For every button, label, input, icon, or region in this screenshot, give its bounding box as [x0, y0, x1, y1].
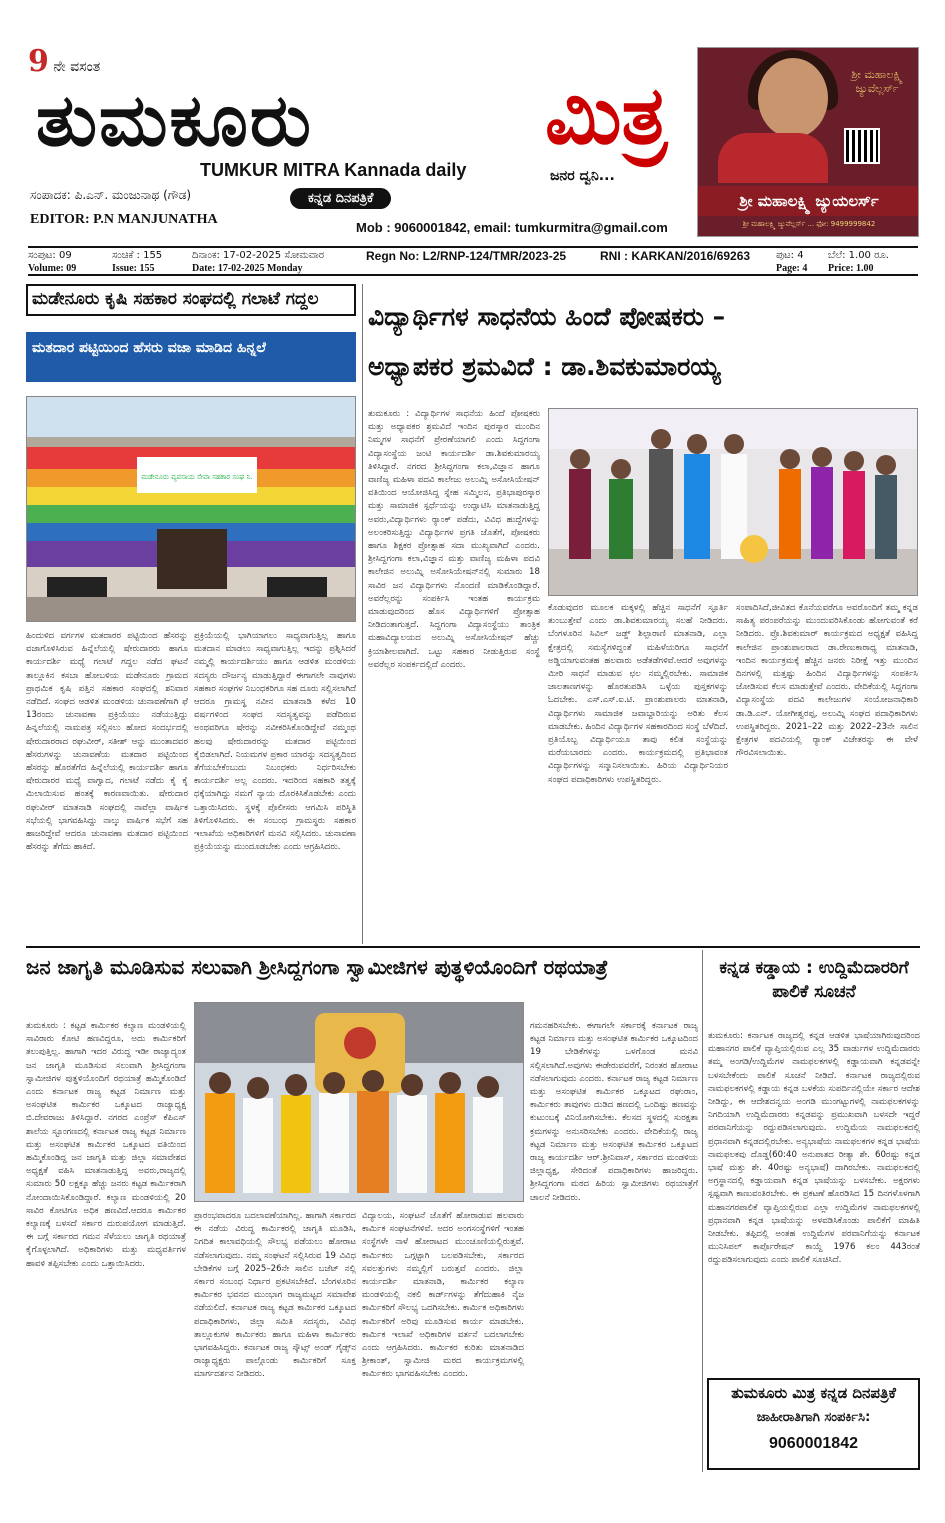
promo-line1: ತುಮಕೂರು ಮಿತ್ರ ಕನ್ನಡ ದಿನಪತ್ರಿಕೆ — [731, 1384, 896, 1402]
story1-photo — [26, 396, 356, 622]
story3-col1: ತುಮಕೂರು : ಕಟ್ಟಡ ಕಾರ್ಮಿಕರ ಕಲ್ಯಾಣ ಮಂಡಳಿಯಲ್ಲಿ ಸಾವಿರಾರು ಕೋಟಿ ಹಣವಿದ್ದರೂ, ಅದು ಕಾರ್ಮಿಕರಿಗೆ ತಲುಪುತ್ತಿಲ್ಲ. ಹಾಗಾಗಿ ಇದರ ವಿರುದ್ಧ ಇಡೀ ರಾಜ್ಯಾದ್ಯಂತ ಜನ ಜಾಗೃತಿ ಮೂಡಿಸುವ ಸಲುವಾಗಿ ಶ್ರೀಸಿದ್ದಗಂಗಾ ಸ್ವಾಮೀಜಿಗಳ ಪುತ್ಥಳಿಯೊಂದಿಗೆ ರಥಯಾತ್ರೆ ಹಮ್ಮಿಕೊಂಡಿದೆ ಎಂದು ಕರ್ನಾಟಕ ರಾಜ್ಯ ಕಟ್ಟಡ ನಿರ್ಮಾಣ ಮತ್ತು ಅಸಂಘಟಿತ ಕಾರ್ಮಿಕರ ಒಕ್ಕೂಟದ ರಾಜ್ಯಾಧ್ಯಕ್ಷ ಬಿ.ದೇವರಾಜು ತಿಳಿಸಿದ್ದಾರೆ. ನಗರದ ಎಂಪ್ರೆಸ್ ಕೆಪಿಎಸ್ ಶಾಲೆಯ ಸ್ಟೂಂಗಣದಲ್ಲಿ ಕರ್ನಾಟಕ ರಾಜ್ಯ ಕಟ್ಟಡ ನಿರ್ಮಾಣ ಮತ್ತು ಅಸಂಘಟಿತ ಕಾರ್ಮಿಕರ ಒಕ್ಕೂಟದ ವತಿಯಿಂದ ಹಮ್ಮಿಕೊಂಡಿದ್ದ ಜನ ಜಾಗೃತಿ ಮತ್ತು ಜಿಲ್ಲಾ ಸಮಾವೇಶದ ಅಧ್ಯಕ್ಷತೆ ವಹಿಸಿ ಮಾತನಾಡುತ್ತಿದ್ದ ಅವರು,ರಾಜ್ಯದಲ್ಲಿ ಸುಮಾರು 50 ಲಕ್ಷಕ್ಕೂ ಹೆಚ್ಚು ಜನರು ಕಟ್ಟಡ ಕಾರ್ಮಿಕರಾಗಿ ನೋಂದಾಯಿಸಿಕೊಂಡಿದ್ದಾರೆ. ಕಲ್ಯಾಣ ಮಂಡಳಿಯಲ್ಲಿ 20 ಸಾವಿರ ಕೋಟಿಗೂ ಅಧಿಕ ಹಣವಿದೆ.ಆದರೂ ಕಾರ್ಮಿಕರ ಕಲ್ಯಾಣಕ್ಕೆ ಬಳಸದೆ ಸರ್ಕಾರ ದುರುಪಯೋಗ ಮಾಡುತ್ತಿದೆ. ಈ ಬಗ್ಗೆ ಸರ್ಕಾರದ ಗಮನ ಸೆಳೆಯಲು ಜಾಗೃತಿ ರಥಯಾತ್ರೆ ಕೈಗೊಳ್ಳಲಾಗಿದೆ. ಅಧಿಕಾರಿಗಳು ಮತ್ತು ಮಧ್ಯವರ್ತಿಗಳ ಹಾವಳಿ ತಪ್ಪಿಸಬೇಕು ಎಂದು ಒತ್ತಾಯಿಸಿದರು. — [26, 1021, 186, 1269]
column-rule — [362, 284, 363, 944]
english-title: TUMKUR MITRA Kannada daily — [200, 160, 467, 180]
advertise-promo-box[interactable] — [707, 1378, 920, 1470]
story2-headline[interactable] — [368, 292, 920, 392]
editor-english: EDITOR: P.N MANJUNATHA — [30, 212, 218, 227]
dina-patrike-badge: ಕನ್ನಡ ದಿನಪತ್ರಿಕೆ — [290, 188, 391, 209]
building-illustration — [27, 397, 356, 622]
edition-label: 9 ನೇ ವಸಂತ — [28, 44, 101, 79]
issue-en: Issue: 155 — [112, 263, 155, 274]
story2-headline-line1: ವಿದ್ಯಾರ್ಥಿಗಳ ಸಾಧನೆಯ ಹಿಂದೆ ಪೋಷಕರು – — [368, 302, 726, 331]
story1-col2: ಪ್ರಕ್ರಿಯೆಯಲ್ಲಿ ಭಾಗಿಯಾಗಲು ಸಾಧ್ಯವಾಗುತ್ತಿಲ್ಲ ಹಾಗೂ ಮತದಾನ ಮಾಡಲು ಸಾಧ್ಯವಾಗುತ್ತಿಲ್ಲ ಇದನ್ನು ಪ್ರಶ್ನಿಸಿದರೆ ನಮ್ಮಲ್ಲಿ ಕಾರ್ಯದರ್ಶಿಯು ಹಾಗೂ ಆಡಳಿತ ಮಂಡಳಿಯ ಸದಸ್ಯರು ದೌರ್ಜನ್ಯ ಮಾಡುತ್ತಿದ್ದಾರೆ ಈಗಾಗಲೇ ನಾವುಗಳು ಸಹಕಾರ ಸಂಘಗಳ ನಿಬಂಧಕರಿಗೂ ಸಹ ದೂರು ಸಲ್ಲಿಸಲಾಗಿದೆ ಆದರೂ ಗ್ರಾಮಸ್ಥ ನವೀನ ಮಾತನಾಡಿ ಕಳೆದ 10 ವರ್ಷಗಳಿಂದ ಸಂಘದ ಸದಸ್ಯತ್ವವನ್ನು ಪಡೆದಿರುವ ಅಂಥವರಿಗೂ ಷೇರನ್ನು ನವೀಕರಿಸಿಕೊಂಡಿದ್ದೇವೆ ನಮ್ಮಂಥ ಹಲವು ಷೇರುದಾರರನ್ನು ಮತದಾರ ಪಟ್ಟಿಯಿಂದ ಕೈಬಿಡಲಾಗಿದೆ. ನಿಯಮಗಳ ಪ್ರಕಾರ ಯಾರನ್ನು ಸದಸ್ಯತ್ವದಿಂದ ತೆಗೆಯಬೇಕೆಂಬುದು ನಿಬಂಧಕರು ನಿರ್ಧರಿಸಬೇಕು ಕಾರ್ಯದರ್ಶಿ ಅಲ್ಲ ಎಂದರು. ಇದರಿಂದ ಸಹಕಾರಿ ತತ್ವಕ್ಕೆ ಧಕ್ಕೆಯಾಗಿದ್ದು ನಮಗೆ ನ್ಯಾಯ ದೊರಕಿಸಿಕೊಡಬೇಕು ಎಂದು ಒತ್ತಾಯಿಸಿದರು. ಸ್ಥಳಕ್ಕೆ ಪೊಲೀಸರು ಆಗಮಿಸಿ ಪರಿಸ್ಥಿತಿ ತಿಳಿಗೊಳಿಸಿದರು. ಈ ಸಂಬಂಧ ಗ್ರಾಮಸ್ಥರು ಸಹಕಾರ ಇಲಾಖೆಯ ಅಧಿಕಾರಿಗಳಿಗೆ ಮನವಿ ಸಲ್ಲಿಸಿದರು. ಚುನಾವಣಾ ಪ್ರಕ್ರಿಯೆಯನ್ನು ಮುಂದೂಡಬೇಕು ಎಂದು ಆಗ್ರಹಿಸಿದರು. — [194, 631, 356, 853]
promo-phone[interactable]: 9060001842 — [769, 1435, 858, 1452]
editor-kannada: ಸಂಪಾದಕ: ಪಿ.ಎನ್. ಮಂಜುನಾಥ (ಗೌಡ) — [30, 188, 192, 202]
ad-model-face — [758, 58, 828, 138]
sanputa-kn: ಸಂಪುಟ: 09 — [28, 250, 72, 261]
rally-illustration — [195, 1003, 524, 1202]
section-rule — [26, 946, 920, 948]
story1-headline[interactable]: ಮಡೇನೂರು ಕೃಷಿ ಸಹಕಾರ ಸಂಘದಲ್ಲಿ ಗಲಾಟೆ ಗದ್ದಲ — [26, 284, 356, 316]
story2-photo — [548, 408, 918, 596]
title-tumkur: ತುಮಕೂರು — [36, 78, 313, 162]
story3-col4: ಗಮನಹರಿಸಬೇಕು. ಈಗಾಗಲೇ ಸರ್ಕಾರಕ್ಕೆ ಕರ್ನಾಟಕ ರಾಜ್ಯ ಕಟ್ಟಡ ನಿರ್ಮಾಣ ಮತ್ತು ಅಸಂಘಟಿತ ಕಾರ್ಮಿಕರ ಒಕ್ಕೂಟದಿಂದ 19 ಬೇಡಿಕೆಗಳನ್ನು ಒಳಗೊಂಡ ಮನವಿ ಸಲ್ಲಿಸಲಾಗಿದೆ.ಅವುಗಳು ಈಡೇರುವವರೆಗೆ, ನಿರಂತರ ಹೋರಾಟ ನಡೆಸಲಾಗುವುದು ಎಂದರು. ಕರ್ನಾಟಕ ರಾಜ್ಯ ಕಟ್ಟಡ ನಿರ್ಮಾಣ ಮತ್ತು ಅಸಂಘಟಿತ ಕಾರ್ಮಿಕರ ಒಕ್ಕೂಟದ ರಘುರಾಂ, ಕಾರ್ಮಿಕರು ತಾವುಗಳು ದುಡಿದ ಹಣದಲ್ಲಿ ಒಂದಿಷ್ಟು ಹಣವನ್ನು ಕುಟುಂಬಕ್ಕೆ ವಿನಿಯೋಗಿಸಬೇಕು. ಕೆಲಸದ ಸ್ಥಳದಲ್ಲಿ ಸುರಕ್ಷತಾ ಕ್ರಮಗಳನ್ನು ಅನುಸರಿಸಬೇಕು ಎಂದರು. ವೇದಿಕೆಯಲ್ಲಿ ರಾಜ್ಯ ಕಟ್ಟಡ ನಿರ್ಮಾಣ ಮತ್ತು ಅಸಂಘಟಿತ ಕಾರ್ಮಿಕರ ಒಕ್ಕೂಟದ ರಾಜ್ಯ ಕಾರ್ಯದರ್ಶಿ ಆರ್.ಶ್ರೀನಿವಾಸ್, ಸರ್ಕಾರದ ಮಂಡಳಿಯ ಜಿಲ್ಲಾಧ್ಯಕ್ಷ, ಸೇರಿದಂತೆ ಪದಾಧಿಕಾರಿಗಳು ಹಾಜರಿದ್ದರು. ಶ್ರೀಸಿದ್ದಗಂಗಾ ಮಠದ ಹಿರಿಯ ಸ್ವಾಮೀಜಿಗಳು ರಥಯಾತ್ರೆಗೆ ಚಾಲನೆ ನೀಡಿದರು. — [530, 1021, 698, 1203]
date-en: Date: 17-02-2025 Monday — [192, 263, 303, 274]
rni-no: RNI : KARKAN/2016/69263 — [600, 249, 751, 263]
contact-line: Mob : 9060001842, email: tumkurmitra@gmail.com — [356, 220, 668, 235]
story3-col3: ವಿದ್ಯಾಲಯ, ಸಂಘಟನೆ ಜೊತೆಗೆ ಹೋರಾಡುವ ಹಲವಾರು ಕಾರ್ಮಿಕ ಸಂಘಟನೆಗಳಿವೆ. ಅದರ ಅಂಗಸಂಸ್ಥೆಗಳಿಗೆ ಇಂತಹ ಸಂಸ್ಥೆಗಳೇ ನಾಳೆ ಹೋರಾಟದ ಮುಂಚೂಣಿಯಲ್ಲಿರುತ್ತವೆ. ಕಾರ್ಮಿಕರು ಒಗ್ಗಟ್ಟಾಗಿ ಬಲಪಡಿಸಬೇಕು, ಸರ್ಕಾರದ ಸವಲತ್ತುಗಳು ನಮ್ಮಲ್ಲಿಗೆ ಬರುತ್ತವೆ ಎಂದರು. ಜಿಲ್ಲಾ ಕಾರ್ಯದರ್ಶಿ ಮಾತನಾಡಿ, ಕಾರ್ಮಿಕರ ಕಲ್ಯಾಣ ಮಂಡಳಿಯಲ್ಲಿ ನಕಲಿ ಕಾರ್ಡ್‌ಗಳನ್ನು ತೆಗೆದುಹಾಕಿ ನೈಜ ಕಾರ್ಮಿಕರಿಗೆ ಸೌಲಭ್ಯ ಒದಗಿಸಬೇಕು. ಕಾರ್ಮಿಕ ಅಧಿಕಾರಿಗಳು ಕಾರ್ಮಿಕರಿಗೆ ಅರಿವು ಮೂಡಿಸುವ ಕಾರ್ಯ ಮಾಡಬೇಕು. ಕಾರ್ಮಿಕ ಇಲಾಖೆ ಅಧಿಕಾರಿಗಳ ವರ್ತನೆ ಬದಲಾಗಬೇಕು ಎಂದು ಆಗ್ರಹಿಸಿದರು. ಕಾರ್ಮಿಕರ ಕುರಿತು ಮಾತನಾಡಿದ ಶ್ರೀಕಾಂತ್, ಸ್ವಾಮೀಜಿ ಮಠದ ಕಾರ್ಯಕ್ರಮಗಳಲ್ಲಿ ಕಾರ್ಮಿಕರು ಭಾಗವಹಿಸಬೇಕು ಎಂದರು. — [362, 1211, 524, 1380]
story2-headline-line2: ಅಧ್ಯಾಪಕರ ಶ್ರಮವಿದೆ : ಡಾ.ಶಿವಕುಮಾರಯ್ಯ — [368, 352, 721, 381]
title-mitra: ಮಿತ್ರ — [545, 68, 668, 162]
price-en: Price: 1.00 — [828, 263, 874, 274]
story2-col1: ತುಮಕೂರು : ವಿದ್ಯಾರ್ಥಿಗಳ ಸಾಧನೆಯ ಹಿಂದೆ ಪೋಷಕರು ಮತ್ತು ಅಧ್ಯಾಪಕರ ಶ್ರಮವಿದೆ ಇಂದಿನ ಪುರಸ್ಕಾರ ಮುಂದಿನ ನಿಮ್ಮಗಳ ಸಾಧನೆಗೆ ಪ್ರೇರಣೆಯಾಗಲಿ ಎಂದು ಸಿದ್ದಗಂಗಾ ವಿದ್ಯಾಸಂಸ್ಥೆಯ ಜಂಟಿ ಕಾರ್ಯದರ್ಶಿ ಡಾ.ಶಿವಕುಮಾರಯ್ಯ ತಿಳಿಸಿದ್ದಾರೆ. ನಗರದ ಶ್ರೀಸಿದ್ದಗಂಗಾ ಕಲಾ,ವಿಜ್ಞಾನ ಹಾಗೂ ವಾಣಿಜ್ಯ ಮಹಿಳಾ ಪದವಿ ಕಾಲೇಜು ಅಲುಮ್ನಿ ಅಸೋಸಿಯೇಷನ್ ವತಿಯಿಂದ ಆಯೋಜಿಸಿದ್ದ ಸ್ನೇಹ ಸಮ್ಮಿಲನ, ಪ್ರತಿಭಾಪುರಸ್ಕಾರ ಮತ್ತು ಸಾಮಾಜಿಕ ಸ್ಪರ್ಧೆಯನ್ನು ಉದ್ಘಾಟಿಸಿ ಮಾತನಾಡುತ್ತಿದ್ದ ಅವರು,ವಿದ್ಯಾರ್ಥಿಗಳು ರ್‍ಯಾಂಕ್ ಪಡೆದು, ವಿವಿಧ ಹುದ್ದೆಗಳನ್ನು ಅಲಂಕರಿಸುತ್ತಿದ್ದು ವಿದ್ಯಾರ್ಥಿಗಳ ಪ್ರಗತಿ ಜೊತೆಗೆ, ಪೋಷಕರು ಹಾಗೂ ಶಿಕ್ಷಕರ ಪ್ರೋತ್ಸಾಹ ಸದಾ ಮುಖ್ಯವಾಗಿದೆ ಎಂದರು. ಶ್ರೀಸಿದ್ದಗಂಗಾ ಕಲಾ,ವಿಜ್ಞಾನ ಮತ್ತು ವಾಣಿಜ್ಯ ಮಹಿಳಾ ಪದವಿ ಕಾಲೇಜಿನ ಅಲುಮ್ನಿ ಅಸೋಸಿಯೇಷನ್‌ನಲ್ಲಿ ಸುಮಾರು 18 ಸಾವಿರ ಜನ ವಿದ್ಯಾರ್ಥಿಗಳು ನೊಂದಣಿ ಮಾಡಿಕೊಂಡಿದ್ದಾರೆ. ಅವರೆಲ್ಲರನ್ನು ಸಂಪರ್ಕಿಸಿ ಇಂತಹ ಕಾರ್ಯಕ್ರಮ ಮಾಡುವುದರಿಂದ ಹೊಸ ವಿದ್ಯಾರ್ಥಿಗಳಿಗೆ ಪ್ರೋತ್ಸಾಹ ನೀಡಿದಂತಾಗುತ್ತದೆ. ಸಿದ್ದಗಂಗಾ ವಿದ್ಯಾಸಂಸ್ಥೆಯು ತಾಂತ್ರಿಕ ಮಹಾವಿದ್ಯಾಲಯದ ಅಲುಮ್ನಿ ಅಸೋಸಿಯೇಷನ್ ಹೆಚ್ಚು ಕ್ರಿಯಾಶೀಲವಾಗಿದೆ. ಒಟ್ಟು ಸಹಕಾರ ನೀಡುತ್ತಿರುವ ಸಂಸ್ಥೆ ಅವರೆಲ್ಲರ ಸಂಪರ್ಕದಲ್ಲಿದೆ ಎಂದರು. — [368, 409, 540, 670]
stage-group-illustration — [549, 409, 918, 596]
issue-info-row — [28, 246, 918, 276]
volume-en: Volume: 09 — [28, 263, 77, 274]
story4-headline[interactable]: ಕನ್ನಡ ಕಡ್ಡಾಯ : ಉದ್ದಿಮೆದಾರರಿಗೆ ಪಾಲಿಕೆ ಸೂಚನೆ — [719, 958, 909, 1002]
price-kn: ಬೆಲೆ: 1.00 ರೂ. — [828, 250, 889, 261]
story2-col3: ಸಂಪಾದಿಸಿದೆ,ಜೀವಿತದ ಕೊನೆಯವರೆಗೂ ಅವರೊಂದಿಗೆ ತಮ್ಮ ಕನ್ನಡ ಸಾಹಿತ್ಯ ಪರಂಪರೆಯನ್ನು ಮುಂದುವರಿಸಿಕೊಂಡು ಹೋಗುವಂತೆ ಕರೆ ನೀಡಿದರು. ಪ್ರೊ.ಶಿವಕುಮಾರ್ ಕಾರ್ಯಕ್ರಮದ ಅಧ್ಯಕ್ಷತೆ ವಹಿಸಿದ್ದ ಕಾಲೇಜಿನ ಪ್ರಾಂಶುಪಾಲರಾದ ಡಾ.ರೇಣುಕಾರಾಧ್ಯ ಮಾತನಾಡಿ, ಇಂದಿನ ಕಾರ್ಯಕ್ರಮಕ್ಕೆ ಹೆಚ್ಚಿನ ಜನರು ನಿರೀಕ್ಷೆ ಇತ್ತು ಮುಂದಿನ ದಿನಗಳಲ್ಲಿ ಮತ್ತಷ್ಟು ಹಿಂದಿನ ವಿದ್ಯಾರ್ಥಿಗಳನ್ನು ಸಂಪರ್ಕಿಸಿ ಜೋಡಿಸುವ ಕೆಲಸ ಮಾಡುತ್ತೇವೆ ಎಂದರು. ವೇದಿಕೆಯಲ್ಲಿ ಸಿದ್ದಗಂಗಾ ವಿದ್ಯಾಸಂಸ್ಥೆಯ ಪದವಿ ಕಾಲೇಜುಗಳ ಸಂಯೋಜನಾಧಿಕಾರಿ ಡಾ.ಡಿ.ಎನ್. ಯೋಗೀಶ್ವರಪ್ಪ, ಅಲುಮ್ನಿ ಸಂಘದ ಪದಾಧಿಕಾರಿಗಳು ಉಪಸ್ಥಿತರಿದ್ದರು. 2021–22 ಮತ್ತು 2022–23ನೇ ಸಾಲಿನ ಕ್ಷೇತ್ರಗಳ ಪದವಿಯಲ್ಲಿ ರ್‍ಯಾಂಕ್ ವಿಜೇತರನ್ನು ಈ ವೇಳೆ ಗೌರವಿಸಲಾಯಿತು. — [736, 603, 918, 759]
regn-no: Regn No: L2/RNP-124/TMR/2023-25 — [366, 249, 567, 263]
ad-subline: ಶ್ರೀ ಮಹಾಲಕ್ಷ್ಮಿ ಜ್ಯುವೆಲ್ಲರ್ಸ್ ... ಫೋ: 9499999842 — [742, 220, 876, 228]
date-kn: ದಿನಾಂಕ: 17-02-2025 ಸೋಮವಾರ — [192, 250, 325, 261]
page-kn: ಪುಟ: 4 — [776, 250, 804, 261]
story4-body: ತುಮಕೂರು: ಕರ್ನಾಟಕ ರಾಜ್ಯದಲ್ಲಿ ಕನ್ನಡ ಆಡಳಿತ ಭಾಷೆಯಾಗಿರುವುದರಿಂದ ಮಹಾನಗರ ಪಾಲಿಕೆ ವ್ಯಾಪ್ತಿಯಲ್ಲಿರುವ ಎಲ್ಲ 35 ವಾರ್ಡುಗಳ ಉದ್ದಿಮೆದಾರರು ತಮ್ಮ ಅಂಗಡಿ/ಉದ್ದಿಮೆಗಳ ನಾಮಫಲಕಗಳಲ್ಲಿ ಕಡ್ಡಾಯವಾಗಿ ಕನ್ನಡವನ್ನೇ ಬಳಸಬೇಕೆಂದು ಪಾಲಿಕೆ ಸೂಚನೆ ನೀಡಿದೆ. ಕರ್ನಾಟಕ ರಾಜ್ಯದಲ್ಲಿರುವ ನಾಮಫಲಕಗಳಲ್ಲಿ ಕಡ್ಡಾಯ ಕನ್ನಡ ಬಳಕೆಯ ಸುಪರ್ದಿನಲ್ಲಿಯೇ ಸರ್ಕಾರ ಆದೇಶ ನೀಡಿದ್ದು, ಈ ಆದೇಶದನ್ವಯ ಅಂಗಡಿ ಮುಂಗಟ್ಟುಗಳಲ್ಲಿ ನಾಮಫಲಕಗಳನ್ನು ನಿಗದಿಯಾಗಿ ಉದ್ದಿಮೆದಾರರು ಕನ್ನಡವನ್ನು ಪ್ರಮುಖವಾಗಿ ಬಳಸದೇ ಇದ್ದರೆ ಪರವಾನಿಗೆಯನ್ನು ರದ್ದುಪಡಿಸಲಾಗುವುದು. ಉದ್ದಿಮೆಯ ನಾಮಫಲಕದಲ್ಲಿ ಪ್ರಧಾನವಾಗಿ ಕನ್ನಡದಲ್ಲಿರಬೇಕು. ಅನ್ಯಭಾಷೆಯ ನಾಮಫಲಕಗಳ ಕನ್ನಡ ಭಾಷೆಯ ನಾಮಫಲಕವು ದೊಡ್ಡ(60:40 ಅನುಪಾತದ ರೀತ್ಯಾ ಶೇ. 60ರಷ್ಟು ಕನ್ನಡ ಭಾಷೆ ಮತ್ತು ಶೇ. 40ರಷ್ಟು ಅನ್ಯಭಾಷೆ) ದಾಗಿರಬೇಕು. ನಾಮಫಲಕದಲ್ಲಿ ಅಗ್ರಸ್ಥಾನದಲ್ಲಿ ಕಡ್ಡಾಯವಾಗಿ ಕನ್ನಡ ಭಾಷೆಯನ್ನು ಬಳಸಬೇಕು. ಅಕ್ಷರಗಳು ಸ್ಪಷ್ಟವಾಗಿ ಕಾಣುವಂತಿರಬೇಕು. ಈ ಪ್ರಕಟಣೆ ಹೊರಡಿಸಿದ 15 ದಿನಗಳೊಳಗಾಗಿ ಮಹಾನಗರಪಾಲಿಕೆ ವ್ಯಾಪ್ತಿಯಲ್ಲಿರುವ ಎಲ್ಲಾ ಉದ್ದಿಮೆಗಳ ನಾಮಫಲಕಗಳಲ್ಲಿ ಪ್ರಧಾನವಾಗಿ ಕನ್ನಡ ಭಾಷೆಯನ್ನು ಅಳವಡಿಸಿಕೊಂಡು ಪಾಲಿಕೆಗೆ ಮಾಹಿತಿ ನೀಡಬೇಕು. ತಪ್ಪಿದಲ್ಲಿ ಅಂತಹ ಉದ್ದಿಮೆಗಳ ಪರವಾನಿಗೆಯನ್ನು ಕರ್ನಾಟಕ ಮುನಿಸಿಪಲ್ ಕಾರ್ಪೊರೇಷನ್ ಕಾಯ್ದೆ 1976 ಕಲಂ 443ರಂತೆ ರದ್ದುಪಡಿಸಲಾಗುವುದು ಎಂದು ಪಾಲಿಕೆ ಸೂಚಿಸಿದೆ. — [708, 1031, 920, 1266]
story2-col2: ಕೊಡುವುದರ ಮೂಲಕ ಮಕ್ಕಳಲ್ಲಿ ಹೆಚ್ಚಿನ ಸಾಧನೆಗೆ ಸ್ಫೂರ್ತಿ ತುಂಬುತ್ತೇವೆ ಎಂದು ಡಾ.ಶಿವಕುಮಾರಯ್ಯ ಸಲಹೆ ನೀಡಿದರು. ಬೆಂಗಳೂರಿನ ಸಿವಿಲ್ ಜಡ್ಜ್ ಶಿಲ್ಪಾರಾಣಿ ಮಾತನಾಡಿ, ಎಲ್ಲಾ ಕ್ಷೇತ್ರದಲ್ಲಿ ಸಮಸ್ಯೆಗಳಿದ್ದಂತೆ ಮಹಿಳೆಯರಿಗೂ ಸಾಧನೆಗೆ ಅಡ್ಡಿಯಾಗುವಂತಹ ಹಲವಾರು ಅಡೆತಡೆಗಳಿವೆ.ಆದರೆ ಅವುಗಳನ್ನು ಮೀರಿ ಸಾಧನೆ ಮಾಡುವ ಛಲ ನಮ್ಮಲ್ಲಿರಬೇಕು. ಸಾಮಾಜಿಕ ಜಾಲತಾಣಗಳನ್ನು ಹೊರತುಪಡಿಸಿ ಒಳ್ಳೆಯ ಪುಸ್ತಕಗಳನ್ನು ಓದಬೇಕು. ಎಸ್.ಎಸ್.ಐ.ಟಿ. ಪ್ರಾಂಶುಪಾಲರು ಮಾತನಾಡಿ, ವಿದ್ಯಾರ್ಥಿಗಳು ಸಾಮಾಜಿಕ ಜವಾಬ್ದಾರಿಯನ್ನು ಅರಿತು ಕೆಲಸ ಮಾಡಬೇಕು. ಹಿಂದಿನ ವಿದ್ಯಾರ್ಥಿಗಳ ಸಹಕಾರದಿಂದ ಸಂಸ್ಥೆ ಬೆಳೆದಿದೆ. ಪ್ರತಿಯೊಬ್ಬ ವಿದ್ಯಾರ್ಥಿಯೂ ತಾವು ಕಲಿತ ಸಂಸ್ಥೆಯನ್ನು ಮರೆಯಬಾರದು ಎಂದರು. ಕಾರ್ಯಕ್ರಮದಲ್ಲಿ ಪ್ರತಿಭಾವಂತ ವಿದ್ಯಾರ್ಥಿಗಳನ್ನು ಸನ್ಮಾನಿಸಲಾಯಿತು. ಹಿರಿಯ ವಿದ್ಯಾರ್ಥಿನಿಯರ ಸಂಘದ ಪದಾಧಿಕಾರಿಗಳು ಉಪಸ್ಥಿತರಿದ್ದರು. — [548, 603, 728, 785]
sanchike-kn: ಸಂಚಿಕೆ : 155 — [112, 250, 163, 261]
building-signboard: ಮಡೇನೂರು ವ್ಯವಸಾಯ ಸೇವಾ ಸಹಕಾರ ಸಂಘ ನಿ. — [141, 473, 253, 481]
ad-brand-name: ಶ್ರೀ ಮಹಾಲಕ್ಷ್ಮಿ ಜ್ಯುಯಲರ್ಸ್ — [698, 186, 919, 216]
story3-photo — [194, 1002, 524, 1202]
jewellery-ad[interactable] — [697, 47, 919, 237]
story1-subhead: ಮತದಾರ ಪಟ್ಟಿಯಿಂದ ಹೆಸರು ವಜಾ ಮಾಡಿದ ಹಿನ್ನಲೆ — [26, 332, 356, 382]
story3-headline[interactable]: ಜನ ಜಾಗೃತಿ ಮೂಡಿಸುವ ಸಲುವಾಗಿ ಶ್ರೀಸಿದ್ದಗಂಗಾ ಸ್ವಾಮೀಜಿಗಳ ಪುತ್ಥಳಿಯೊಂದಿಗೆ ರಥಯಾತ್ರೆ — [26, 955, 608, 979]
column-rule-2 — [702, 950, 703, 1472]
slogan: ಜನರ ದ್ವನಿ... — [550, 168, 615, 184]
ad-model-saree — [718, 133, 828, 183]
qr-code-icon — [844, 128, 880, 164]
story1-col1: ಹಿಂದುಳಿದ ವರ್ಗಗಳ ಮತದಾರರ ಪಟ್ಟಿಯಿಂದ ಹೆಸರನ್ನು ವಜಾಗೊಳಿಸಿರುವ ಹಿನ್ನೆಲೆಯಲ್ಲಿ ಷೇರುದಾರರು ಹಾಗೂ ಕಾರ್ಯದರ್ಶಿ ಮಧ್ಯೆ ಗಲಾಟೆ ಗದ್ದಲ ನಡೆದ ಘಟನೆ ತಾಲ್ಲೂಕಿನ ಕಸಬಾ ಹೋಬಳಿಯ ಮಡೇನೂರು ಗ್ರಾಮದ ಪ್ರಾಥಮಿಕ ಕೃಷಿ ಪತ್ತಿನ ಸಹಕಾರ ಸಂಘದಲ್ಲಿ ಶನಿವಾರ ನಡೆದಿದೆ. ಸಂಘದ ಆಡಳಿತ ಮಂಡಳಿಯ ಚುನಾವಣೆಗಾಗಿ ಫೆ 13ರಂದು ಚುನಾವಣಾ ಪ್ರಕ್ರಿಯೆಯು ನಡೆಯುತ್ತಿದ್ದು ಹಿನ್ನಲೆಯಲ್ಲಿ ನಾಮಪತ್ರ ಸಲ್ಲಿಸಲು ಹೋದ ಸಂದರ್ಭದಲ್ಲಿ ಷೇರುದಾರರಾದ ರಘುವೀರ್, ಸತೀಶ್ ಆನ್ನು ಮುಂತಾದವರ ಹೆಸರುಗಳನ್ನು ಚುನಾವಣೆಯ ಮತದಾರ ಪಟ್ಟಿಯಿಂದ ಹೆಸರನ್ನು ಹೊರತೆಗೆದ ಹಿನ್ನೆಲೆಯಲ್ಲಿ ಕಾರ್ಯದರ್ಶಿ ಹಾಗೂ ಷೇರುದಾರರ ಮಧ್ಯೆ ವಾಗ್ವಾದ, ಗಲಾಟೆ ನಡೆದು ಕೈ ಕೈ ಮಿಲಾಯಿಸುವ ಹಂತಕ್ಕೆ ಕಾರಣವಾಯಿತು. ಷೇರುದಾರ ರಘುವೀರ್ ಮಾತನಾಡಿ ಸಂಘದಲ್ಲಿ ನಾವೆಲ್ಲಾ ವಾರ್ಷಿಕ ಸಭೆಯಲ್ಲಿ ಭಾಗವಹಿಸಿದ್ದು ನಾಲ್ಕು ವಾರ್ಷಿಕ ಸಭೆಗೆ ಸಹ ಹಾಜರಿದ್ದೇವೆ ಆದರೂ ಚುನಾವಣಾ ಮತದಾರ ಪಟ್ಟಿಯಿಂದ ಹೆಸರನ್ನು ತೆಗೆದು ಹಾಕಿದೆ. — [26, 631, 188, 853]
page-en: Page: 4 — [776, 263, 808, 274]
promo-line2: ಜಾಹೀರಾತಿಗಾಗಿ ಸಂಪರ್ಕಿಸಿ: — [756, 1410, 871, 1425]
story3-col2: ಪ್ರಾರಂಭವಾದರೂ ಬದಲಾವಣೆಯಾಗಿಲ್ಲ. ಹಾಗಾಗಿ ಸರ್ಕಾರದ ಈ ನಡೆಯ ವಿರುದ್ಧ ಕಾರ್ಮಿಕರಲ್ಲಿ ಜಾಗೃತಿ ಮೂಡಿಸಿ, ನಿಗದಿತ ಕಾಲಾವಧಿಯಲ್ಲಿ ಸೌಲಭ್ಯ ಪಡೆಯಲು ಹೋರಾಟ ನಡೆಸಲಾಗುವುದು. ನಮ್ಮ ಸಂಘಟನೆ ಸಲ್ಲಿಸಿರುವ 19 ವಿವಿಧ ಬೇಡಿಕೆಗಳ ಬಗ್ಗೆ 2025–26ನೇ ಸಾಲಿನ ಬಜೆಟ್ ನಲ್ಲಿ ಸರ್ಕಾರ ಸಂಬಂಧ ನಿರ್ಧಾರ ಪ್ರಕಟಿಸಬೇಕಿದೆ. ಬೆಂಗಳೂರಿನ ಕಾರ್ಮಿಕರ ಭವನದ ಮುಂಭಾಗ ರಾಜ್ಯಮಟ್ಟದ ಸಮಾವೇಶ ನಡೆಯಲಿದೆ. ಕರ್ನಾಟಕ ರಾಜ್ಯ ಕಟ್ಟಡ ಕಾರ್ಮಿಕರ ಒಕ್ಕೂಟದ ಪದಾಧಿಕಾರಿಗಳು, ಜಿಲ್ಲಾ ಸಮಿತಿ ಸದಸ್ಯರು, ವಿವಿಧ ತಾಲ್ಲೂಕುಗಳ ಕಾರ್ಮಿಕರು ಹಾಗೂ ಮಹಿಳಾ ಕಾರ್ಮಿಕರು ಭಾಗವಹಿಸಿದ್ದರು. ಕರ್ನಾಟಕ ರಾಜ್ಯ ಸ್ಕೌಟ್ಸ್ ಅಂಡ್ ಗೈಡ್ಸ್‌ನ ರಾಜ್ಯಾಧ್ಯಕ್ಷರು ಪಾಲ್ಗೊಂಡು ಕಾರ್ಮಿಕರಿಗೆ ಸೂಕ್ತ ಮಾರ್ಗದರ್ಶನ ನೀಡಿದರು. — [194, 1211, 356, 1380]
ad-brand-logo: ಶ್ರೀ ಮಹಾಲಕ್ಷ್ಮಿ ಜ್ಯುವೆಲ್ಲರ್ಸ್ — [851, 68, 903, 95]
